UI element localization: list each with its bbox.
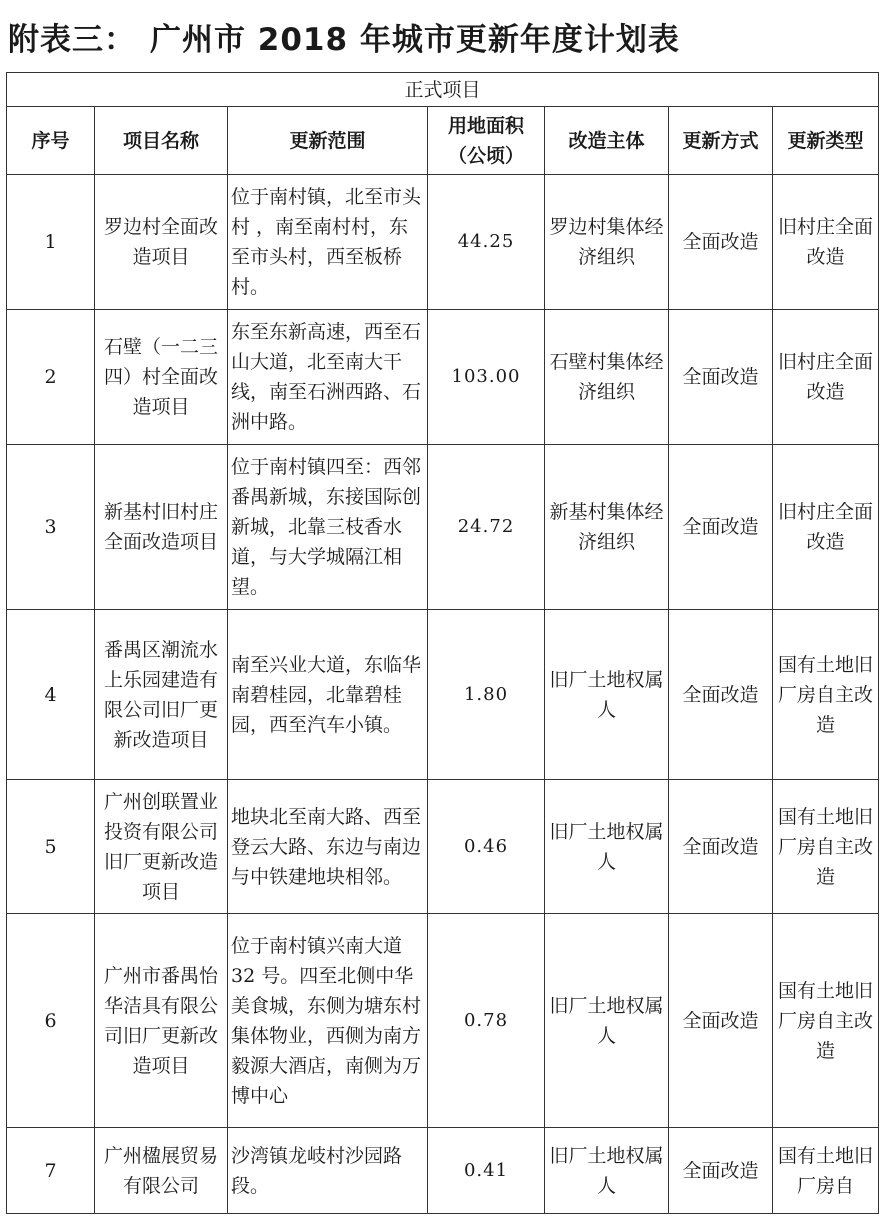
header-row — [7, 107, 879, 175]
cell-land-area: 103.00 — [428, 310, 545, 445]
cell-no: 3 — [7, 445, 95, 610]
page-title — [8, 14, 680, 59]
cell-project-name: 罗边村全面改造项目 — [95, 175, 228, 310]
cell-update-type: 旧村庄全面改造 — [773, 445, 879, 610]
cell-no: 2 — [7, 310, 95, 445]
cell-no: 4 — [7, 610, 95, 780]
cell-update-type: 国有土地旧厂房自主改造 — [773, 914, 879, 1128]
col-header-subject: 改造主体 — [545, 107, 669, 175]
table-row — [7, 780, 879, 914]
cell-renovation-subject: 旧厂土地权属人 — [545, 914, 669, 1128]
cell-update-range: 南至兴业大道，东临华南碧桂园，北靠碧桂园，西至汽车小镇。 — [228, 610, 428, 780]
cell-update-range: 地块北至南大路、西至登云大路、东边与南边与中铁建地块相邻。 — [228, 780, 428, 914]
cell-no: 5 — [7, 780, 95, 914]
cell-renovation-subject: 罗边村集体经济组织 — [545, 175, 669, 310]
cell-project-name: 新基村旧村庄全面改造项目 — [95, 445, 228, 610]
cell-renovation-subject: 旧厂土地权属人 — [545, 610, 669, 780]
table-row — [7, 310, 879, 445]
cell-update-method: 全面改造 — [669, 310, 773, 445]
col-header-area: 用地面积（公顷） — [428, 107, 545, 175]
cell-update-type: 国有土地旧厂房自主改造 — [773, 780, 879, 914]
cell-renovation-subject: 旧厂土地权属人 — [545, 1128, 669, 1214]
cell-renovation-subject: 新基村集体经济组织 — [545, 445, 669, 610]
table-row — [7, 445, 879, 610]
cell-update-range: 位于南村镇兴南大道 32 号。四至北侧中华美食城，东侧为塘东村集体物业，西侧为南方毅源大酒店，南侧为万博中心 — [228, 914, 428, 1128]
cell-update-method: 全面改造 — [669, 914, 773, 1128]
cell-land-area: 0.41 — [428, 1128, 545, 1214]
cell-renovation-subject: 旧厂土地权属人 — [545, 780, 669, 914]
cell-project-name: 番禺区潮流水上乐园建造有限公司旧厂更新改造项目 — [95, 610, 228, 780]
cell-update-range: 东至东新高速，西至石山大道，北至南大干线，南至石洲西路、石洲中路。 — [228, 310, 428, 445]
title-prefix: 附表三： — [8, 22, 136, 58]
col-header-no: 序号 — [7, 107, 95, 175]
cell-update-type: 旧村庄全面改造 — [773, 175, 879, 310]
section-row — [7, 73, 879, 107]
cell-update-range: 沙湾镇龙岐村沙园路段。 — [228, 1128, 428, 1214]
cell-update-method: 全面改造 — [669, 1128, 773, 1214]
col-header-range: 更新范围 — [228, 107, 428, 175]
cell-land-area: 44.25 — [428, 175, 545, 310]
cell-project-name: 广州楹展贸易有限公司 — [95, 1128, 228, 1214]
table-row — [7, 1128, 879, 1214]
update-plan-table — [6, 72, 879, 1214]
cell-project-name: 石壁（一二三四）村全面改造项目 — [95, 310, 228, 445]
cell-land-area: 1.80 — [428, 610, 545, 780]
cell-no: 7 — [7, 1128, 95, 1214]
cell-update-method: 全面改造 — [669, 445, 773, 610]
cell-project-name: 广州创联置业投资有限公司旧厂更新改造项目 — [95, 780, 228, 914]
table-row — [7, 175, 879, 310]
table-row — [7, 914, 879, 1128]
cell-update-method: 全面改造 — [669, 610, 773, 780]
table-row — [7, 610, 879, 780]
cell-renovation-subject: 石壁村集体经济组织 — [545, 310, 669, 445]
cell-land-area: 0.78 — [428, 914, 545, 1128]
col-header-type: 更新类型 — [773, 107, 879, 175]
cell-no: 1 — [7, 175, 95, 310]
cell-update-method: 全面改造 — [669, 175, 773, 310]
cell-update-method: 全面改造 — [669, 780, 773, 914]
cell-no: 6 — [7, 914, 95, 1128]
cell-update-range: 位于南村镇，北至市头村 ，南至南村村，东至市头村，西至板桥村。 — [228, 175, 428, 310]
cell-land-area: 24.72 — [428, 445, 545, 610]
cell-update-type: 国有土地旧厂房自 — [773, 1128, 879, 1214]
col-header-name: 项目名称 — [95, 107, 228, 175]
cell-update-range: 位于南村镇四至：西邻番禺新城，东接国际创新城，北靠三枝香水道，与大学城隔江相望。 — [228, 445, 428, 610]
cell-land-area: 0.46 — [428, 780, 545, 914]
section-label: 正式项目 — [7, 73, 879, 107]
cell-update-type: 国有土地旧厂房自主改造 — [773, 610, 879, 780]
cell-project-name: 广州市番禺怡华洁具有限公司旧厂更新改造项目 — [95, 914, 228, 1128]
col-header-method: 更新方式 — [669, 107, 773, 175]
cell-update-type: 旧村庄全面改造 — [773, 310, 879, 445]
title-main: 广州市 2018 年城市更新年度计划表 — [150, 22, 680, 58]
